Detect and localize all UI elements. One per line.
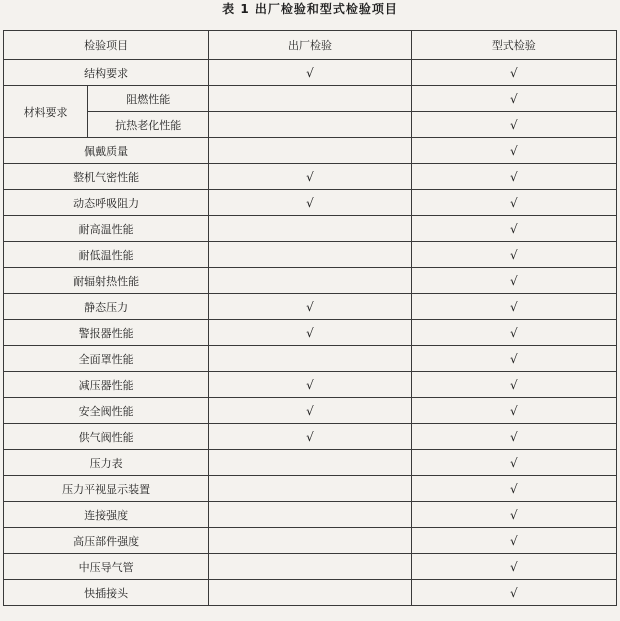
item-name: 整机气密性能 xyxy=(4,164,209,190)
type-check: √ xyxy=(411,580,616,606)
item-name: 静态压力 xyxy=(4,294,209,320)
factory-check: √ xyxy=(209,294,411,320)
header-row xyxy=(4,31,617,60)
factory-check: √ xyxy=(209,190,411,216)
table-row xyxy=(4,554,617,580)
factory-check xyxy=(209,580,411,606)
item-name: 供气阀性能 xyxy=(4,424,209,450)
item-name: 警报器性能 xyxy=(4,320,209,346)
table-row xyxy=(4,502,617,528)
header-type: 型式检验 xyxy=(411,31,616,60)
item-name: 减压器性能 xyxy=(4,372,209,398)
type-check: √ xyxy=(411,320,616,346)
factory-check xyxy=(209,346,411,372)
table-row xyxy=(4,294,617,320)
type-check: √ xyxy=(411,86,616,112)
type-check: √ xyxy=(411,450,616,476)
factory-check xyxy=(209,242,411,268)
item-name: 压力表 xyxy=(4,450,209,476)
type-check: √ xyxy=(411,424,616,450)
table-row xyxy=(4,580,617,606)
type-check: √ xyxy=(411,268,616,294)
type-check: √ xyxy=(411,554,616,580)
factory-check: √ xyxy=(209,372,411,398)
type-check: √ xyxy=(411,60,616,86)
item-name: 连接强度 xyxy=(4,502,209,528)
table-row xyxy=(4,164,617,190)
header-factory: 出厂检验 xyxy=(209,31,411,60)
item-name: 中压导气管 xyxy=(4,554,209,580)
table-row xyxy=(4,372,617,398)
factory-check xyxy=(209,138,411,164)
type-check: √ xyxy=(411,346,616,372)
item-name: 佩戴质量 xyxy=(4,138,209,164)
table-row xyxy=(4,138,617,164)
type-check: √ xyxy=(411,112,616,138)
type-check: √ xyxy=(411,242,616,268)
item-name: 阻燃性能 xyxy=(88,86,209,112)
material-group-label: 材料要求 xyxy=(4,86,88,138)
factory-check xyxy=(209,86,411,112)
item-name: 动态呼吸阻力 xyxy=(4,190,209,216)
type-check: √ xyxy=(411,476,616,502)
table-row xyxy=(4,86,617,112)
factory-check xyxy=(209,554,411,580)
type-check: √ xyxy=(411,372,616,398)
table-row xyxy=(4,60,617,86)
table-row xyxy=(4,450,617,476)
factory-check xyxy=(209,450,411,476)
item-name: 高压部件强度 xyxy=(4,528,209,554)
inspection-table xyxy=(3,30,617,606)
item-name: 耐低温性能 xyxy=(4,242,209,268)
factory-check xyxy=(209,216,411,242)
table-row xyxy=(4,424,617,450)
type-check: √ xyxy=(411,502,616,528)
item-name: 安全阀性能 xyxy=(4,398,209,424)
factory-check xyxy=(209,528,411,554)
type-check: √ xyxy=(411,294,616,320)
table-row xyxy=(4,190,617,216)
table-row xyxy=(4,476,617,502)
type-check: √ xyxy=(411,398,616,424)
factory-check: √ xyxy=(209,164,411,190)
item-name: 耐辐射热性能 xyxy=(4,268,209,294)
table-row xyxy=(4,216,617,242)
factory-check xyxy=(209,502,411,528)
item-name: 抗热老化性能 xyxy=(88,112,209,138)
header-item: 检验项目 xyxy=(4,31,209,60)
factory-check xyxy=(209,476,411,502)
factory-check: √ xyxy=(209,60,411,86)
table-row xyxy=(4,346,617,372)
item-name: 全面罩性能 xyxy=(4,346,209,372)
type-check: √ xyxy=(411,216,616,242)
factory-check: √ xyxy=(209,424,411,450)
factory-check: √ xyxy=(209,320,411,346)
factory-check xyxy=(209,112,411,138)
type-check: √ xyxy=(411,138,616,164)
item-name: 压力平视显示装置 xyxy=(4,476,209,502)
item-name: 结构要求 xyxy=(4,60,209,86)
table-title: 表 1 出厂检验和型式检验项目 xyxy=(222,2,398,16)
factory-check: √ xyxy=(209,398,411,424)
type-check: √ xyxy=(411,190,616,216)
factory-check xyxy=(209,268,411,294)
item-name: 快插接头 xyxy=(4,580,209,606)
table-row xyxy=(4,242,617,268)
table-row xyxy=(4,268,617,294)
table-row xyxy=(4,320,617,346)
table-row xyxy=(4,112,617,138)
item-name: 耐高温性能 xyxy=(4,216,209,242)
table-row xyxy=(4,398,617,424)
table-row xyxy=(4,528,617,554)
type-check: √ xyxy=(411,528,616,554)
type-check: √ xyxy=(411,164,616,190)
